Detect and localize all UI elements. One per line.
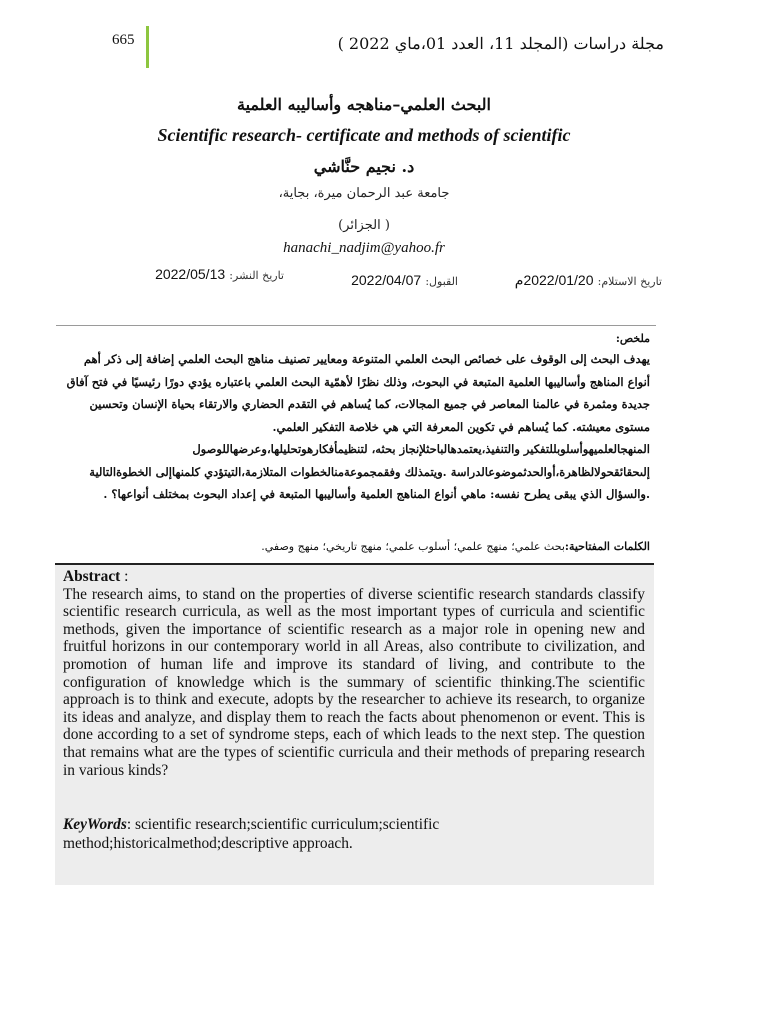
date-accepted-value: 2022/04/07 xyxy=(351,272,422,288)
journal-header: مجلة دراسات (المجلد 11، العدد 01،ماي 2022 ) xyxy=(337,34,664,53)
summary-paragraph-2: المنهجالعلميهوأسلوبللتفكير والتنفيذ،يعتمدهالباحثلإنجاز بحثه، لتنظيمأفكارهوتحليلها،وعرضهاللوصول إلىحقائقحولالظاهرة،أوالحدثموضوعالدراسة .ويتمذلك وفقمجموعةمنالخطوات المتلازمة،التيتؤدي كلمنهاإلى الخطوةالتالية .والسؤال الذي يبقى يطرح نفسه: ماهي أنواع المناهج العلمية وأساليبها المتبعة في إعداد البحوث بمختلف أنواعها؟ . xyxy=(89,442,650,501)
title-arabic: البحث العلمي–مناهجه وأساليبه العلمية xyxy=(237,95,491,114)
author-name: د. نجيم حنَّاشي xyxy=(313,157,415,176)
publication-dates xyxy=(150,266,662,292)
date-accepted xyxy=(351,272,458,289)
arabic-keywords-text: بحث علمي؛ منهج علمي؛ أسلوب علمي؛ منهج تاريخي؛ منهج وصفي. xyxy=(261,540,565,553)
title-english: Scientific research- certificate and methods of scientific xyxy=(157,125,571,145)
arabic-keywords-label: الكلمات المفتاحية: xyxy=(564,540,650,553)
page-number: 665 xyxy=(112,32,135,48)
english-abstract xyxy=(63,568,645,779)
header-accent-rule xyxy=(146,26,149,68)
date-published-value: 2022/05/13 xyxy=(155,266,226,282)
abstract-label: Abstract xyxy=(63,568,121,585)
arabic-keywords xyxy=(62,540,650,553)
abstract-label-suffix: : xyxy=(120,568,129,585)
english-keywords-label: KeyWords xyxy=(63,816,127,833)
date-received-label: تاريخ الاستلام: xyxy=(597,275,662,288)
english-keywords-text: : scientific research;scientific curriculum;scientific method;historicalmethod;descriptive approach. xyxy=(63,816,440,852)
english-abstract-box xyxy=(55,563,654,885)
author-country: ( الجزائر) xyxy=(338,218,390,233)
date-published-label: تاريخ النشر: xyxy=(229,269,284,282)
date-published xyxy=(155,266,284,283)
author-affiliation: جامعة عبد الرحمان ميرة، بجاية، xyxy=(278,186,450,201)
abstract-body: The research aims, to stand on the properties of diverse scientific research standards classify scientific research curricula, as well as the most important types of curricula and scientific methods, given the importance of scientific research as a major role in opening new and fruitful horizons in our contemporary world in all Areas, also contribute to civilization, and promotion of human life and improve its standard of living, and contribute to the configuration of knowledge which is the summary of scientific thinking.The scientific approach is to think and execute, adopts by the researcher to achieve its research, to organize its ideas and analyze, and display them to reach the facts about phenomenon or event. This is done according to a set of syndrome steps, each of which leads to the next step. The question that remains what are the types of scientific curricula and their methods of preparing research in various kinds? xyxy=(63,585,645,779)
date-received xyxy=(515,272,662,289)
author-email[interactable]: hanachi_nadjim@yahoo.fr xyxy=(283,240,445,256)
summary-label: ملخص: xyxy=(615,332,650,345)
summary-paragraph-1: يهدف البحث إلى الوقوف على خصائص البحث العلمي المتنوعة ومعايير تصنيف مناهج البحث العلمي إضافة إلى ذكر أهم أنواع المناهج وأساليبها العلمية المتبعة في البحوث، وذلك نظرًا لأهمّية البحث العلمي باعتباره يؤدي دورًا رئيسيًا في فتح آفاق جديدة ومثمرة في عالمنا المعاصر في جميع المجالات، كما يُساهم في التقدم الحضاري والارتقاء بحياة الإنسان وتحسين مستوى معيشته. كما يُساهم في تكوين المعرفة التي هي خلاصة التفكير العلمي. xyxy=(66,352,650,434)
date-accepted-label: القبول: xyxy=(425,275,458,288)
english-keywords xyxy=(63,815,523,853)
section-divider xyxy=(56,325,656,326)
arabic-summary xyxy=(62,330,650,506)
date-received-value: 2022/01/20م xyxy=(514,272,594,288)
